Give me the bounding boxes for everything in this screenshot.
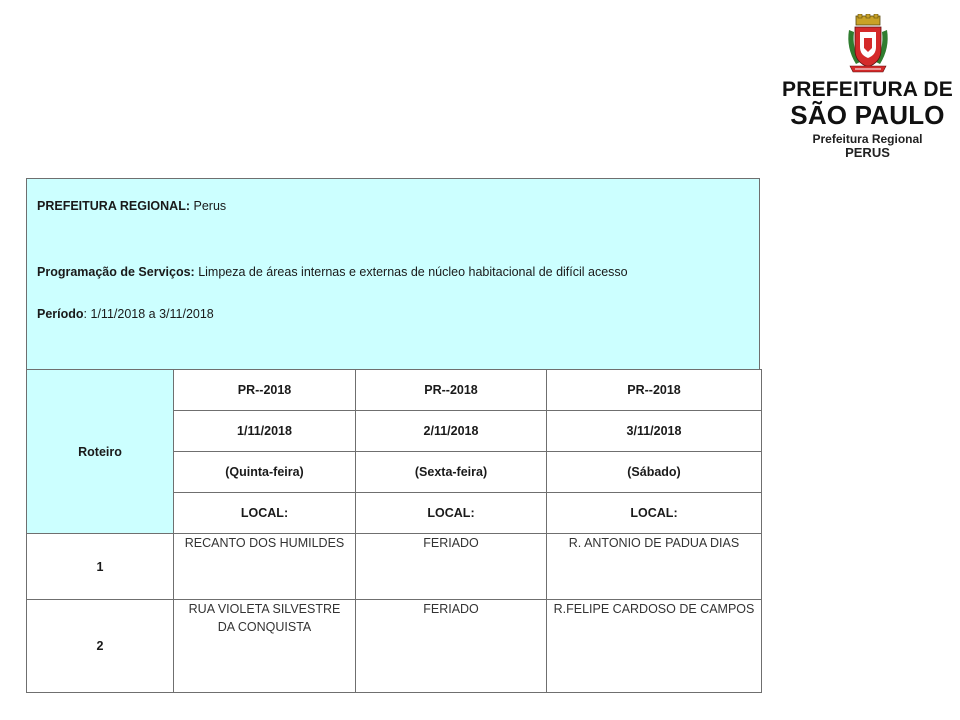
- route-number: 2: [27, 600, 174, 693]
- logo-line-regional: Prefeitura Regional: [812, 132, 923, 146]
- period-value: : 1/11/2018 a 3/11/2018: [83, 307, 214, 321]
- schedule-table: [26, 369, 762, 693]
- info-box: [26, 178, 760, 370]
- route-number: 1: [27, 534, 174, 600]
- column-local: LOCAL:: [356, 493, 547, 534]
- column-weekday: (Sexta-feira): [356, 452, 547, 493]
- column-date: 3/11/2018: [547, 411, 762, 452]
- column-local: LOCAL:: [174, 493, 356, 534]
- column-code: PR--2018: [547, 370, 762, 411]
- table-row: [27, 534, 762, 600]
- roteiro-header: Roteiro: [27, 370, 174, 534]
- location-cell: RUA VIOLETA SILVESTRE DA CONQUISTA: [174, 600, 356, 693]
- column-weekday: (Quinta-feira): [174, 452, 356, 493]
- services-value: Limpeza de áreas internas e externas de núcleo habitacional de difícil acesso: [198, 265, 628, 279]
- coat-of-arms-icon: [846, 14, 890, 76]
- prefeitura-logo: [780, 14, 955, 164]
- logo-line-perus: PERUS: [845, 145, 890, 160]
- period-line: [37, 307, 214, 321]
- column-code: PR--2018: [356, 370, 547, 411]
- services-line: [37, 265, 628, 279]
- regional-label: PREFEITURA REGIONAL:: [37, 199, 191, 213]
- location-cell: R.FELIPE CARDOSO DE CAMPOS: [547, 600, 762, 693]
- regional-line: [37, 199, 226, 213]
- column-code: PR--2018: [174, 370, 356, 411]
- location-cell: RECANTO DOS HUMILDES: [174, 534, 356, 600]
- column-local: LOCAL:: [547, 493, 762, 534]
- location-cell: FERIADO: [356, 600, 547, 693]
- column-weekday: (Sábado): [547, 452, 762, 493]
- period-label: Período: [37, 307, 84, 321]
- logo-line-prefeitura: PREFEITURA DE: [782, 78, 953, 101]
- column-date: 1/11/2018: [174, 411, 356, 452]
- header-row-code: [27, 370, 762, 411]
- column-date: 2/11/2018: [356, 411, 547, 452]
- table-row: [27, 600, 762, 693]
- regional-value: Perus: [193, 199, 227, 213]
- services-label: Programação de Serviços:: [37, 265, 195, 279]
- logo-line-sao-paulo: SÃO PAULO: [790, 100, 945, 130]
- location-cell: R. ANTONIO DE PADUA DIAS: [547, 534, 762, 600]
- location-cell: FERIADO: [356, 534, 547, 600]
